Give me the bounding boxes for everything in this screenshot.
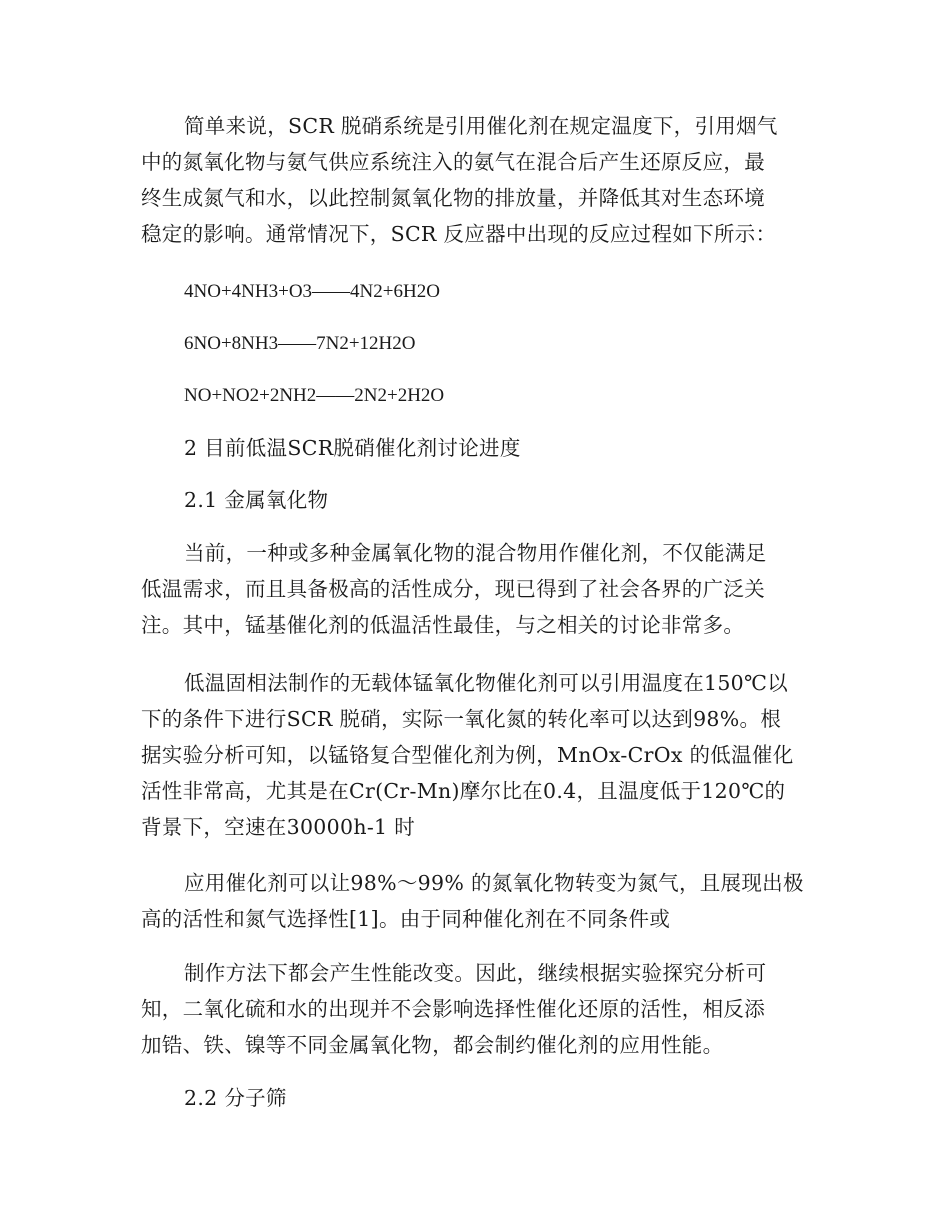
equation-1: 4NO+4NH3+O3——4N2+6H2O [184,281,440,302]
section-heading-2: 2 目前低温SCR脱硝催化剂讨论进度 [184,436,521,460]
subsection-heading-2-1: 2.1 金属氧化物 [184,488,329,512]
paragraph-1-line-2: 中的氮氧化物与氨气供应系统注入的氨气在混合后产生还原反应，最 [141,150,765,174]
paragraph-4-line-1: 应用催化剂可以让98%～99% 的氮氧化物转变为氮气，且展现出极 [184,871,804,895]
paragraph-3-line-3: 据实验分析可知，以锰铬复合型催化剂为例，MnOx-CrOx 的低温催化 [141,743,794,767]
paragraph-4-line-2: 高的活性和氮气选择性[1]。由于同种催化剂在不同条件或 [141,907,671,931]
paragraph-2-line-2: 低温需求，而且具备极高的活性成分，现已得到了社会各界的广泛关 [141,577,765,601]
paragraph-2-line-3: 注。其中，锰基催化剂的低温活性最佳，与之相关的讨论非常多。 [141,613,745,637]
paragraph-1-line-4: 稳定的影响。通常情况下，SCR 反应器中出现的反应过程如下所示： [141,222,777,246]
subsection-heading-2-2: 2.2 分子筛 [184,1086,287,1110]
paragraph-5-line-1: 制作方法下都会产生性能改变。因此，继续根据实验探究分析可 [184,961,767,985]
equation-3: NO+NO2+2NH2——2N2+2H2O [184,385,445,406]
paragraph-3-line-4: 活性非常高，尤其是在Cr(Cr-Mn)摩尔比在0.4，且温度低于120℃的 [141,779,786,803]
paragraph-3-line-5: 背景下，空速在30000h-1 时 [141,815,416,839]
paragraph-1-line-3: 终生成氮气和水，以此控制氮氧化物的排放量，并降低其对生态环境 [141,186,765,210]
paragraph-5-line-2: 知，二氧化硫和水的出现并不会影响选择性催化还原的活性，相反添 [141,997,765,1021]
paragraph-3-line-1: 低温固相法制作的无载体锰氧化物催化剂可以引用温度在150℃以 [184,671,789,695]
paragraph-3-line-2: 下的条件下进行SCR 脱硝，实际一氧化氮的转化率可以达到98%。根 [141,707,782,731]
paragraph-2-line-1: 当前，一种或多种金属氧化物的混合物用作催化剂，不仅能满足 [184,541,767,565]
equation-2: 6NO+8NH3——7N2+12H2O [184,333,416,354]
paragraph-1-line-1: 简单来说，SCR 脱硝系统是引用催化剂在规定温度下，引用烟气 [184,114,778,138]
paragraph-5-line-3: 加锆、铁、镍等不同金属氧化物，都会制约催化剂的应用性能。 [141,1033,724,1057]
